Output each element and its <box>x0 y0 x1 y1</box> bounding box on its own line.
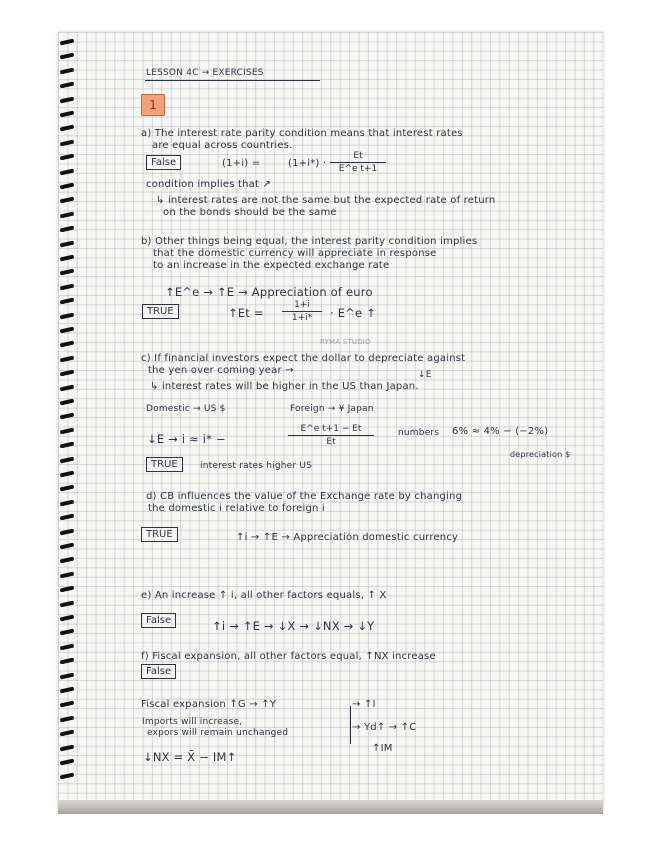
e-verdict: False <box>141 613 176 628</box>
d-chain: ↑i → ↑E → Appreciation domestic currency <box>236 532 459 543</box>
spiral-ring <box>60 658 75 665</box>
spiral-ring <box>60 39 75 46</box>
a-statement-2: are equal across countries. <box>152 140 293 151</box>
f-statement: f) Fiscal expansion, all other factors equal, ↑NX increase <box>141 651 436 662</box>
c-depreciation-label: depreciation $ <box>510 450 571 459</box>
spiral-ring <box>60 571 75 578</box>
a-note-1: ↳ interest rates are not the same but the expected rate of return <box>156 195 496 206</box>
spiral-ring <box>60 168 75 175</box>
a-note-2: on the bonds should be the same <box>163 207 337 218</box>
f-imports-1: Imports will increase, <box>142 717 243 727</box>
f-verdict: False <box>141 664 176 679</box>
spiral-ring <box>60 528 75 535</box>
spiral-ring <box>60 197 75 204</box>
c-note: ↳ interest rates will be higher in the US than Japan. <box>150 381 419 392</box>
spiral-ring <box>60 384 75 391</box>
spiral-ring <box>60 744 75 751</box>
a-implies: condition implies that ↗ <box>146 179 272 190</box>
fraction-bar <box>282 311 322 312</box>
b-formula-den: 1+i* <box>291 313 313 323</box>
d-statement-1: d) CB influences the value of the Exchange rate by changing <box>146 491 463 502</box>
b-statement-3: to an increase in the expected exchange rate <box>153 260 390 271</box>
f-branch-1: → ↑I <box>352 699 376 710</box>
spiral-ring <box>60 53 75 60</box>
spiral-ring <box>60 341 75 348</box>
e-statement: e) An increase ↑ i, all other factors equals, ↑ X <box>141 590 387 601</box>
b-statement-2: that the domestic currency will appreciate in response <box>153 248 437 259</box>
spiral-ring <box>60 687 75 694</box>
spiral-ring <box>60 586 75 593</box>
a-formula-fraction <box>330 151 386 174</box>
title-underline <box>145 80 320 81</box>
spiral-ring <box>60 499 75 506</box>
spiral-ring <box>60 82 75 89</box>
spiral-ring <box>60 67 75 74</box>
c-verdict-note: interest rates higher US <box>200 461 313 471</box>
c-formula-lhs: ↓E → i ≈ i* − <box>147 432 226 446</box>
a-verdict: False <box>146 155 181 170</box>
spiral-ring <box>60 701 75 708</box>
spiral-ring <box>60 471 75 478</box>
c-formula-den: Et <box>326 437 336 447</box>
spiral-ring <box>60 312 75 319</box>
spiral-ring <box>60 125 75 132</box>
spiral-ring <box>60 240 75 247</box>
c-numbers-label: numbers <box>398 428 440 438</box>
spiral-ring <box>60 211 75 218</box>
spiral-ring <box>60 672 75 679</box>
spiral-ring <box>60 730 75 737</box>
f-branch-brace <box>350 706 351 744</box>
spiral-ring <box>60 327 75 334</box>
spiral-ring <box>60 298 75 305</box>
spiral-ring <box>60 183 75 190</box>
f-imports-2: expors will remain unchanged <box>147 728 289 738</box>
a-formula-den: E^e t+1 <box>338 164 378 174</box>
exercise-number: 1 <box>141 94 165 116</box>
spiral-ring <box>60 96 75 103</box>
notebook-edge <box>58 800 603 814</box>
spiral-ring <box>60 543 75 550</box>
a-statement-1: a) The interest rate parity condition means that interest rates <box>141 128 463 139</box>
spiral-ring <box>60 399 75 406</box>
spiral-ring <box>60 629 75 636</box>
spiral-ring <box>60 255 75 262</box>
lesson-title: LESSON 4C → EXERCISES <box>146 68 264 78</box>
spiral-ring <box>60 370 75 377</box>
notebook-page <box>58 32 603 812</box>
spiral-ring <box>60 557 75 564</box>
spiral-ring <box>60 715 75 722</box>
c-formula-fraction <box>288 424 374 447</box>
e-chain: ↑i → ↑E → ↓X → ↓NX → ↓Y <box>212 619 375 633</box>
d-verdict: TRUE <box>141 527 178 542</box>
fraction-bar <box>288 435 374 436</box>
f-chain: Fiscal expansion ↑G → ↑Y <box>141 699 277 710</box>
spiral-ring <box>60 615 75 622</box>
spiral-ring <box>60 355 75 362</box>
f-branch-3: ↑IM <box>372 743 393 754</box>
spiral-ring <box>60 226 75 233</box>
a-formula-num: Et <box>353 151 363 161</box>
d-statement-2: the domestic i relative to foreign i <box>148 503 325 514</box>
watermark: RYMA STUDIO <box>320 338 371 346</box>
spiral-binding <box>60 40 78 800</box>
c-arrow-label: ↓E <box>418 370 432 380</box>
fraction-bar <box>330 162 386 163</box>
b-formula-num: 1+i <box>294 300 310 310</box>
spiral-ring <box>60 413 75 420</box>
spiral-ring <box>60 485 75 492</box>
spiral-ring <box>60 442 75 449</box>
spiral-ring <box>60 139 75 146</box>
c-statement-1: c) If financial investors expect the dollar to depreciate against <box>141 353 466 364</box>
spiral-ring <box>60 456 75 463</box>
c-domestic: Domestic → US $ <box>146 404 226 414</box>
spiral-ring <box>60 773 75 780</box>
b-formula-fraction <box>282 300 322 323</box>
b-formula-rhs: · E^e ↑ <box>330 306 376 320</box>
spiral-ring <box>60 514 75 521</box>
spiral-ring <box>60 269 75 276</box>
b-statement-1: b) Other things being equal, the interest parity condition implies <box>141 236 478 247</box>
c-formula-num: E^e t+1 − Et <box>300 424 362 434</box>
f-branch-2: → Yd↑ → ↑C <box>352 722 417 733</box>
spiral-ring <box>60 283 75 290</box>
spiral-ring <box>60 427 75 434</box>
a-formula-lhs: (1+i) = <box>222 158 261 169</box>
b-chain: ↑E^e → ↑E → Appreciation of euro <box>165 285 373 299</box>
spiral-ring <box>60 600 75 607</box>
b-verdict: TRUE <box>142 304 179 319</box>
f-result: ↓NX = X̄ − IM↑ <box>143 750 237 764</box>
spiral-ring <box>60 154 75 161</box>
spiral-ring <box>60 759 75 766</box>
c-foreign: Foreign → ¥ Japan <box>290 404 374 414</box>
spiral-ring <box>60 111 75 118</box>
a-formula-rhs: (1+i*) · <box>288 158 327 169</box>
b-formula-lhs: ↑Et = <box>228 306 264 320</box>
c-statement-2: the yen over coming year → <box>148 365 294 376</box>
spiral-ring <box>60 643 75 650</box>
c-verdict: TRUE <box>146 457 183 472</box>
c-numbers-value: 6% ≈ 4% − (−2%) <box>452 426 549 437</box>
